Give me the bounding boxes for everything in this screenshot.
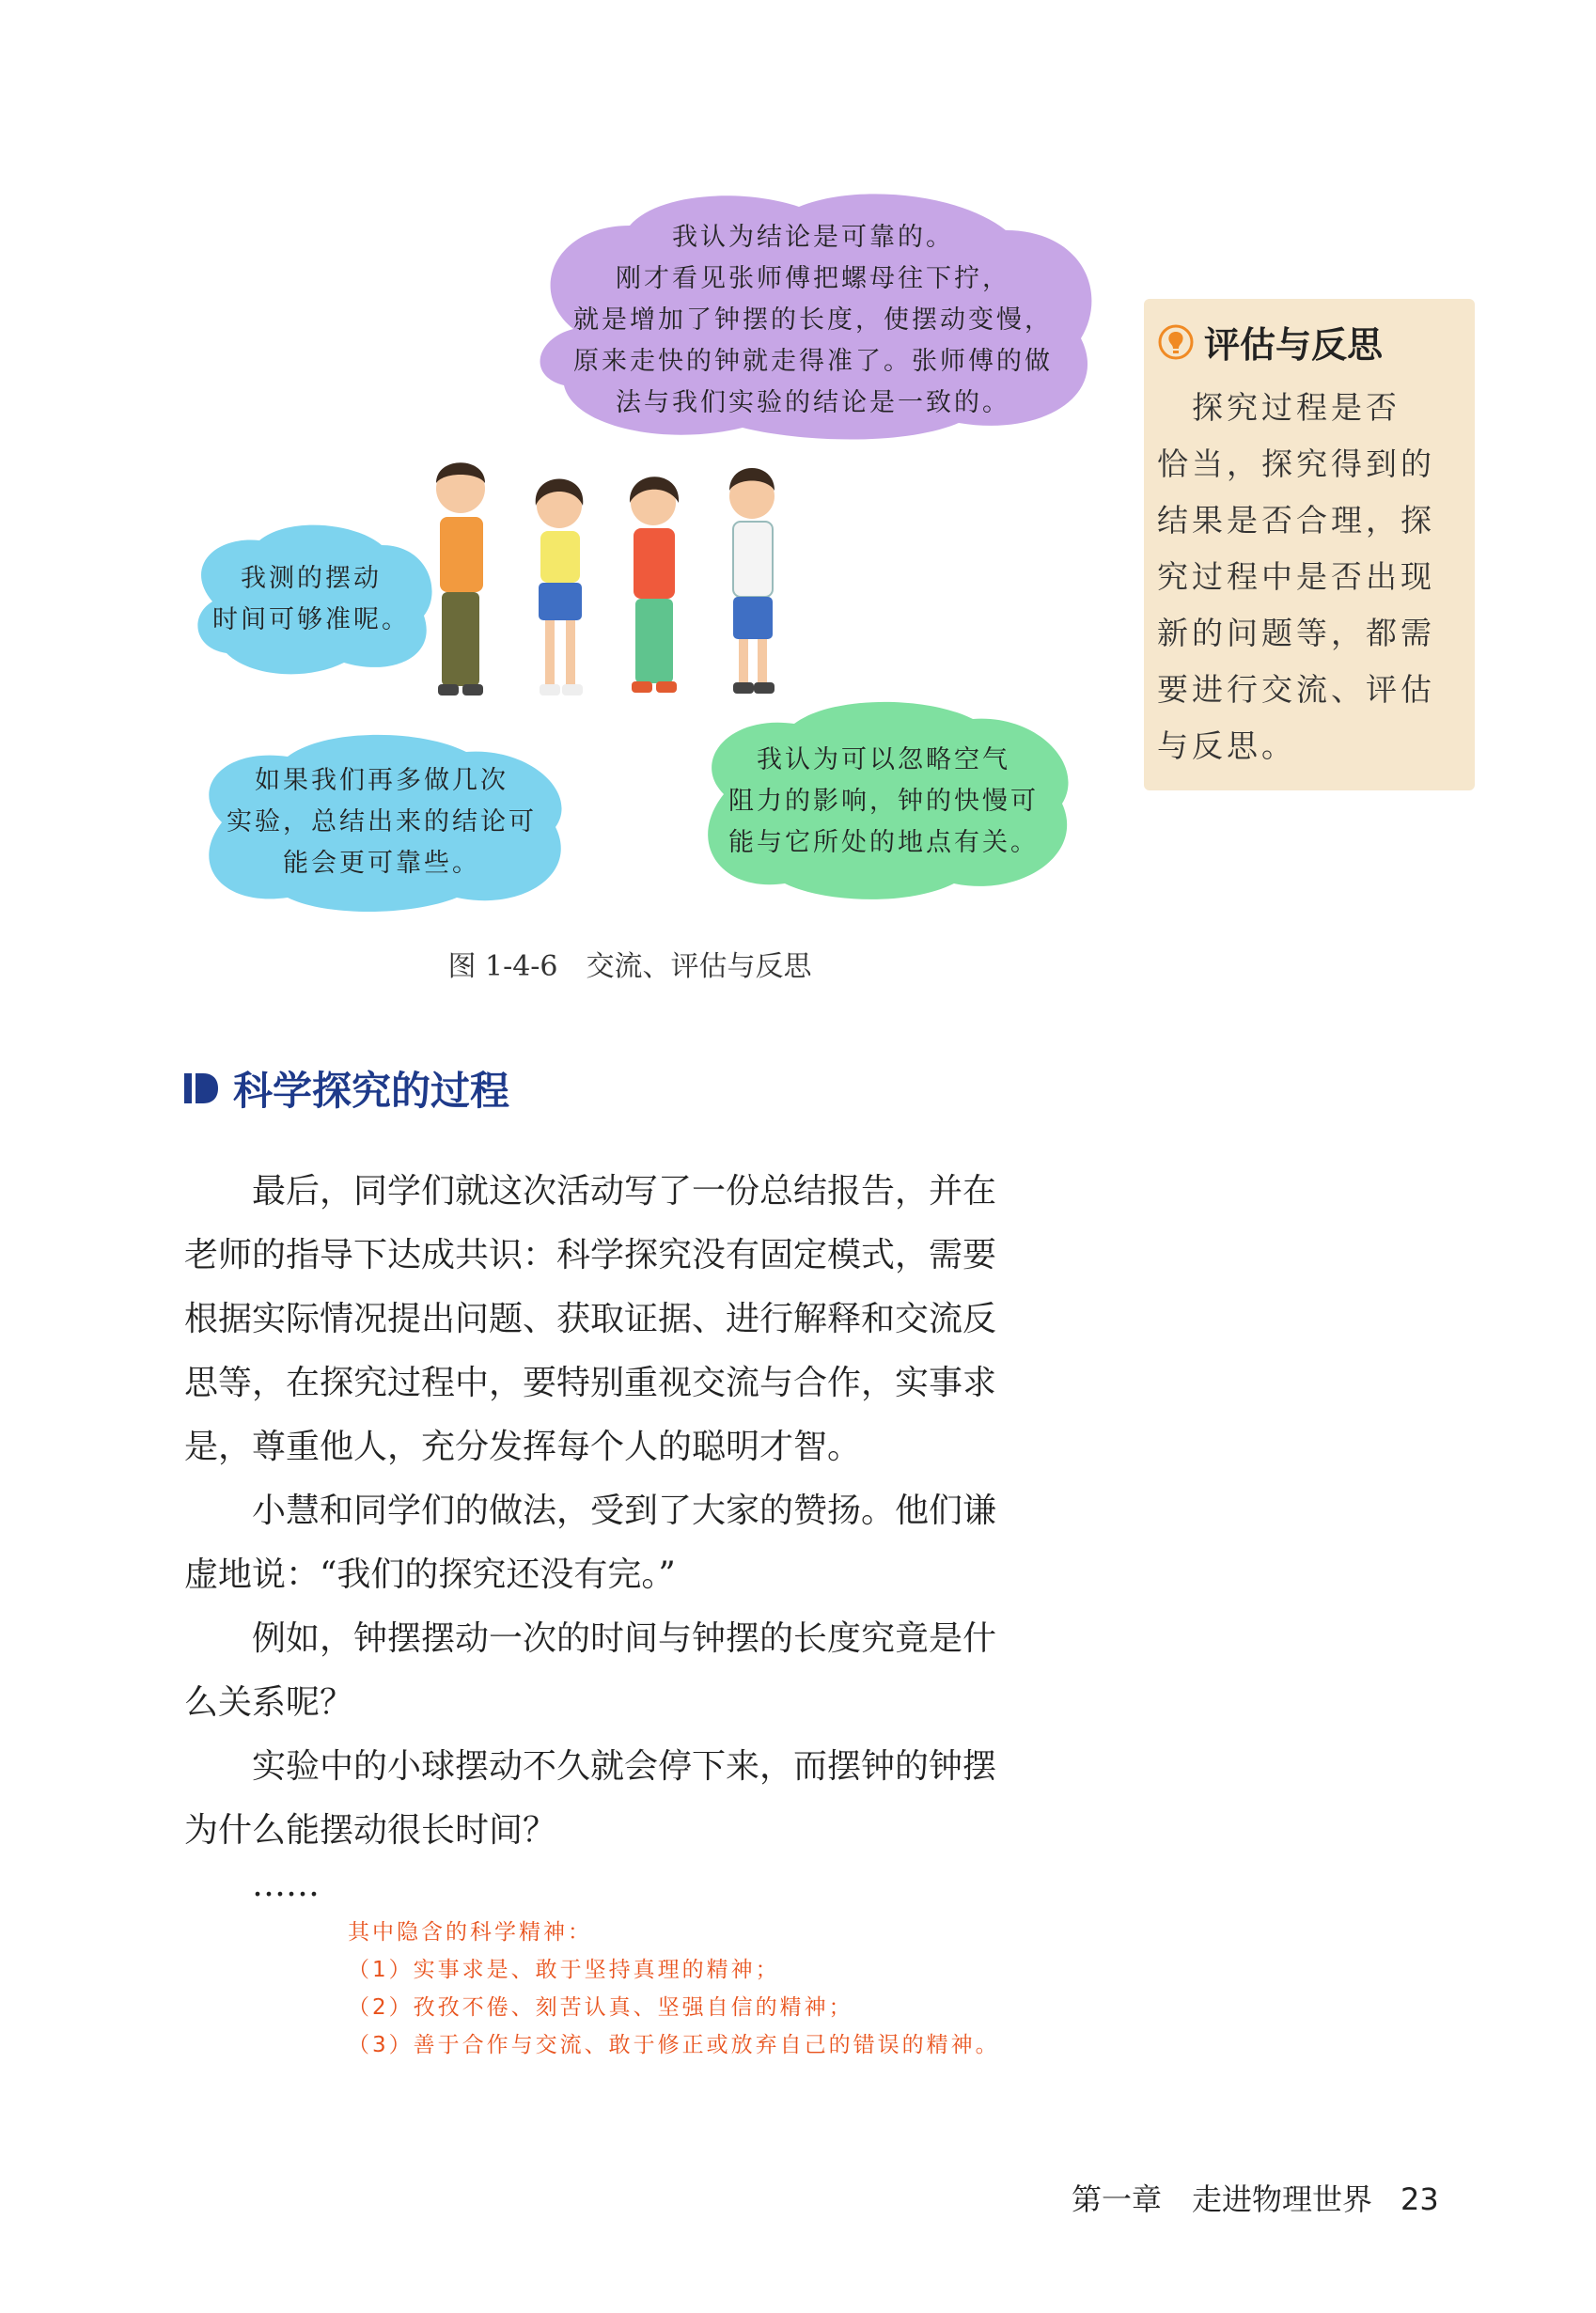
paragraph-line: 小慧和同学们的做法，受到了大家的赞扬。他们谦 (184, 1492, 997, 1530)
side-note-line: 究过程中是否出现 (1157, 558, 1435, 595)
side-note-body (1157, 380, 1467, 774)
paragraph-line: 老师的指导下达成共识：科学探究没有固定模式，需要 (184, 1236, 997, 1274)
paragraph-line: 根据实际情况提出问题、获取证据、进行解释和交流反 (184, 1300, 997, 1338)
paragraph-3 (184, 1607, 1124, 1735)
students-illustration (414, 451, 808, 714)
side-note-line: 恰当，探究得到的 (1157, 445, 1435, 482)
bubble-line: 实验，总结出来的结论可 (227, 807, 537, 836)
side-note-title-text: 评估与反思 (1204, 324, 1384, 366)
student-figure (436, 462, 485, 695)
side-note-line: 要进行交流、评估 (1157, 671, 1435, 708)
speech-bubble-bottom-right-text (681, 700, 1086, 902)
paragraph-line: 虚地说：“我们的探究还没有完。” (184, 1555, 676, 1594)
side-note-line: 新的问题等，都需 (1157, 615, 1435, 651)
bubble-line: 原来走快的钟就走得准了。张师傅的做 (573, 347, 1053, 376)
speech-bubble-top-text (517, 188, 1109, 447)
section-heading (184, 1060, 509, 1117)
bubble-line: 法与我们实验的结论是一致的。 (616, 388, 1010, 417)
bubble-line: 就是增加了钟摆的长度，使摆动变慢， (573, 305, 1053, 335)
paragraph-2 (184, 1479, 1124, 1607)
paragraph-line: …… (184, 1866, 321, 1904)
paragraph-line: 么关系呢？ (184, 1683, 354, 1722)
student-figure (630, 477, 679, 693)
annotation-note (348, 1914, 1000, 2064)
side-note-title (1157, 316, 1383, 367)
student-figure (729, 468, 775, 694)
paragraph-line: 最后，同学们就这次活动写了一份总结报告，并在 (184, 1172, 997, 1211)
paragraph-line: 思等，在探究过程中，要特别重视交流与合作，实事求 (184, 1364, 997, 1402)
page-number: 23 (1400, 2181, 1439, 2217)
bubble-line: 我测的摆动 (241, 563, 382, 593)
paragraph-ellipsis (184, 1853, 1124, 1917)
speech-bubble-bottom-right (681, 700, 1086, 902)
paragraph-1 (184, 1160, 1124, 1479)
annotation-line: 其中隐含的科学精神： (348, 1920, 592, 1945)
annotation-line: （2）孜孜不倦、刻苦认真、坚强自信的精神； (348, 1995, 853, 2020)
chapter-title: 第一章 走进物理世界 (1072, 2181, 1373, 2217)
side-note-line: 与反思。 (1157, 727, 1296, 764)
side-note-line: 探究过程是否 (1157, 389, 1400, 426)
section-marker-icon (184, 1070, 220, 1107)
speech-bubble-bottom-left-text (184, 733, 579, 912)
paragraph-line: 是，尊重他人，充分发挥每个人的聪明才智。 (184, 1428, 862, 1466)
page-footer (1072, 2176, 1439, 2219)
paragraph-4 (184, 1735, 1124, 1863)
paragraph-line: 为什么能摆动很长时间？ (184, 1811, 557, 1850)
paragraph-line: 例如，钟摆摆动一次的时间与钟摆的长度究竟是什 (184, 1619, 997, 1658)
speech-bubble-left (184, 522, 438, 677)
speech-bubble-left-text (184, 522, 438, 677)
student-figure (536, 479, 584, 696)
annotation-line: （3）善于合作与交流、敢于修正或放弃自己的错误的精神。 (348, 2033, 1000, 2057)
lightbulb-circle-icon (1157, 323, 1195, 361)
bubble-line: 时间可够准呢。 (212, 604, 410, 634)
bubble-line: 阻力的影响，钟的快慢可 (728, 786, 1039, 816)
annotation-line: （1）实事求是、敢于坚持真理的精神； (348, 1958, 780, 1982)
bubble-line: 能会更可靠些。 (283, 849, 480, 878)
section-heading-text: 科学探究的过程 (233, 1068, 510, 1114)
figure-caption: 图 1-4-6 交流、评估与反思 (447, 950, 812, 983)
bubble-line: 如果我们再多做几次 (255, 766, 509, 795)
paragraph-line: 实验中的小球摆动不久就会停下来，而摆钟的钟摆 (184, 1747, 997, 1786)
bubble-line: 刚才看见张师傅把螺母往下拧， (616, 264, 1010, 293)
speech-bubble-bottom-left (184, 733, 579, 912)
speech-bubble-top (517, 188, 1109, 442)
bubble-line: 能与它所处的地点有关。 (728, 827, 1039, 857)
side-note-line: 结果是否合理，探 (1157, 502, 1435, 539)
bubble-line: 我认为可以忽略空气 (757, 744, 1010, 774)
side-note-box (1144, 299, 1475, 790)
bubble-line: 我认为结论是可靠的。 (672, 223, 954, 252)
